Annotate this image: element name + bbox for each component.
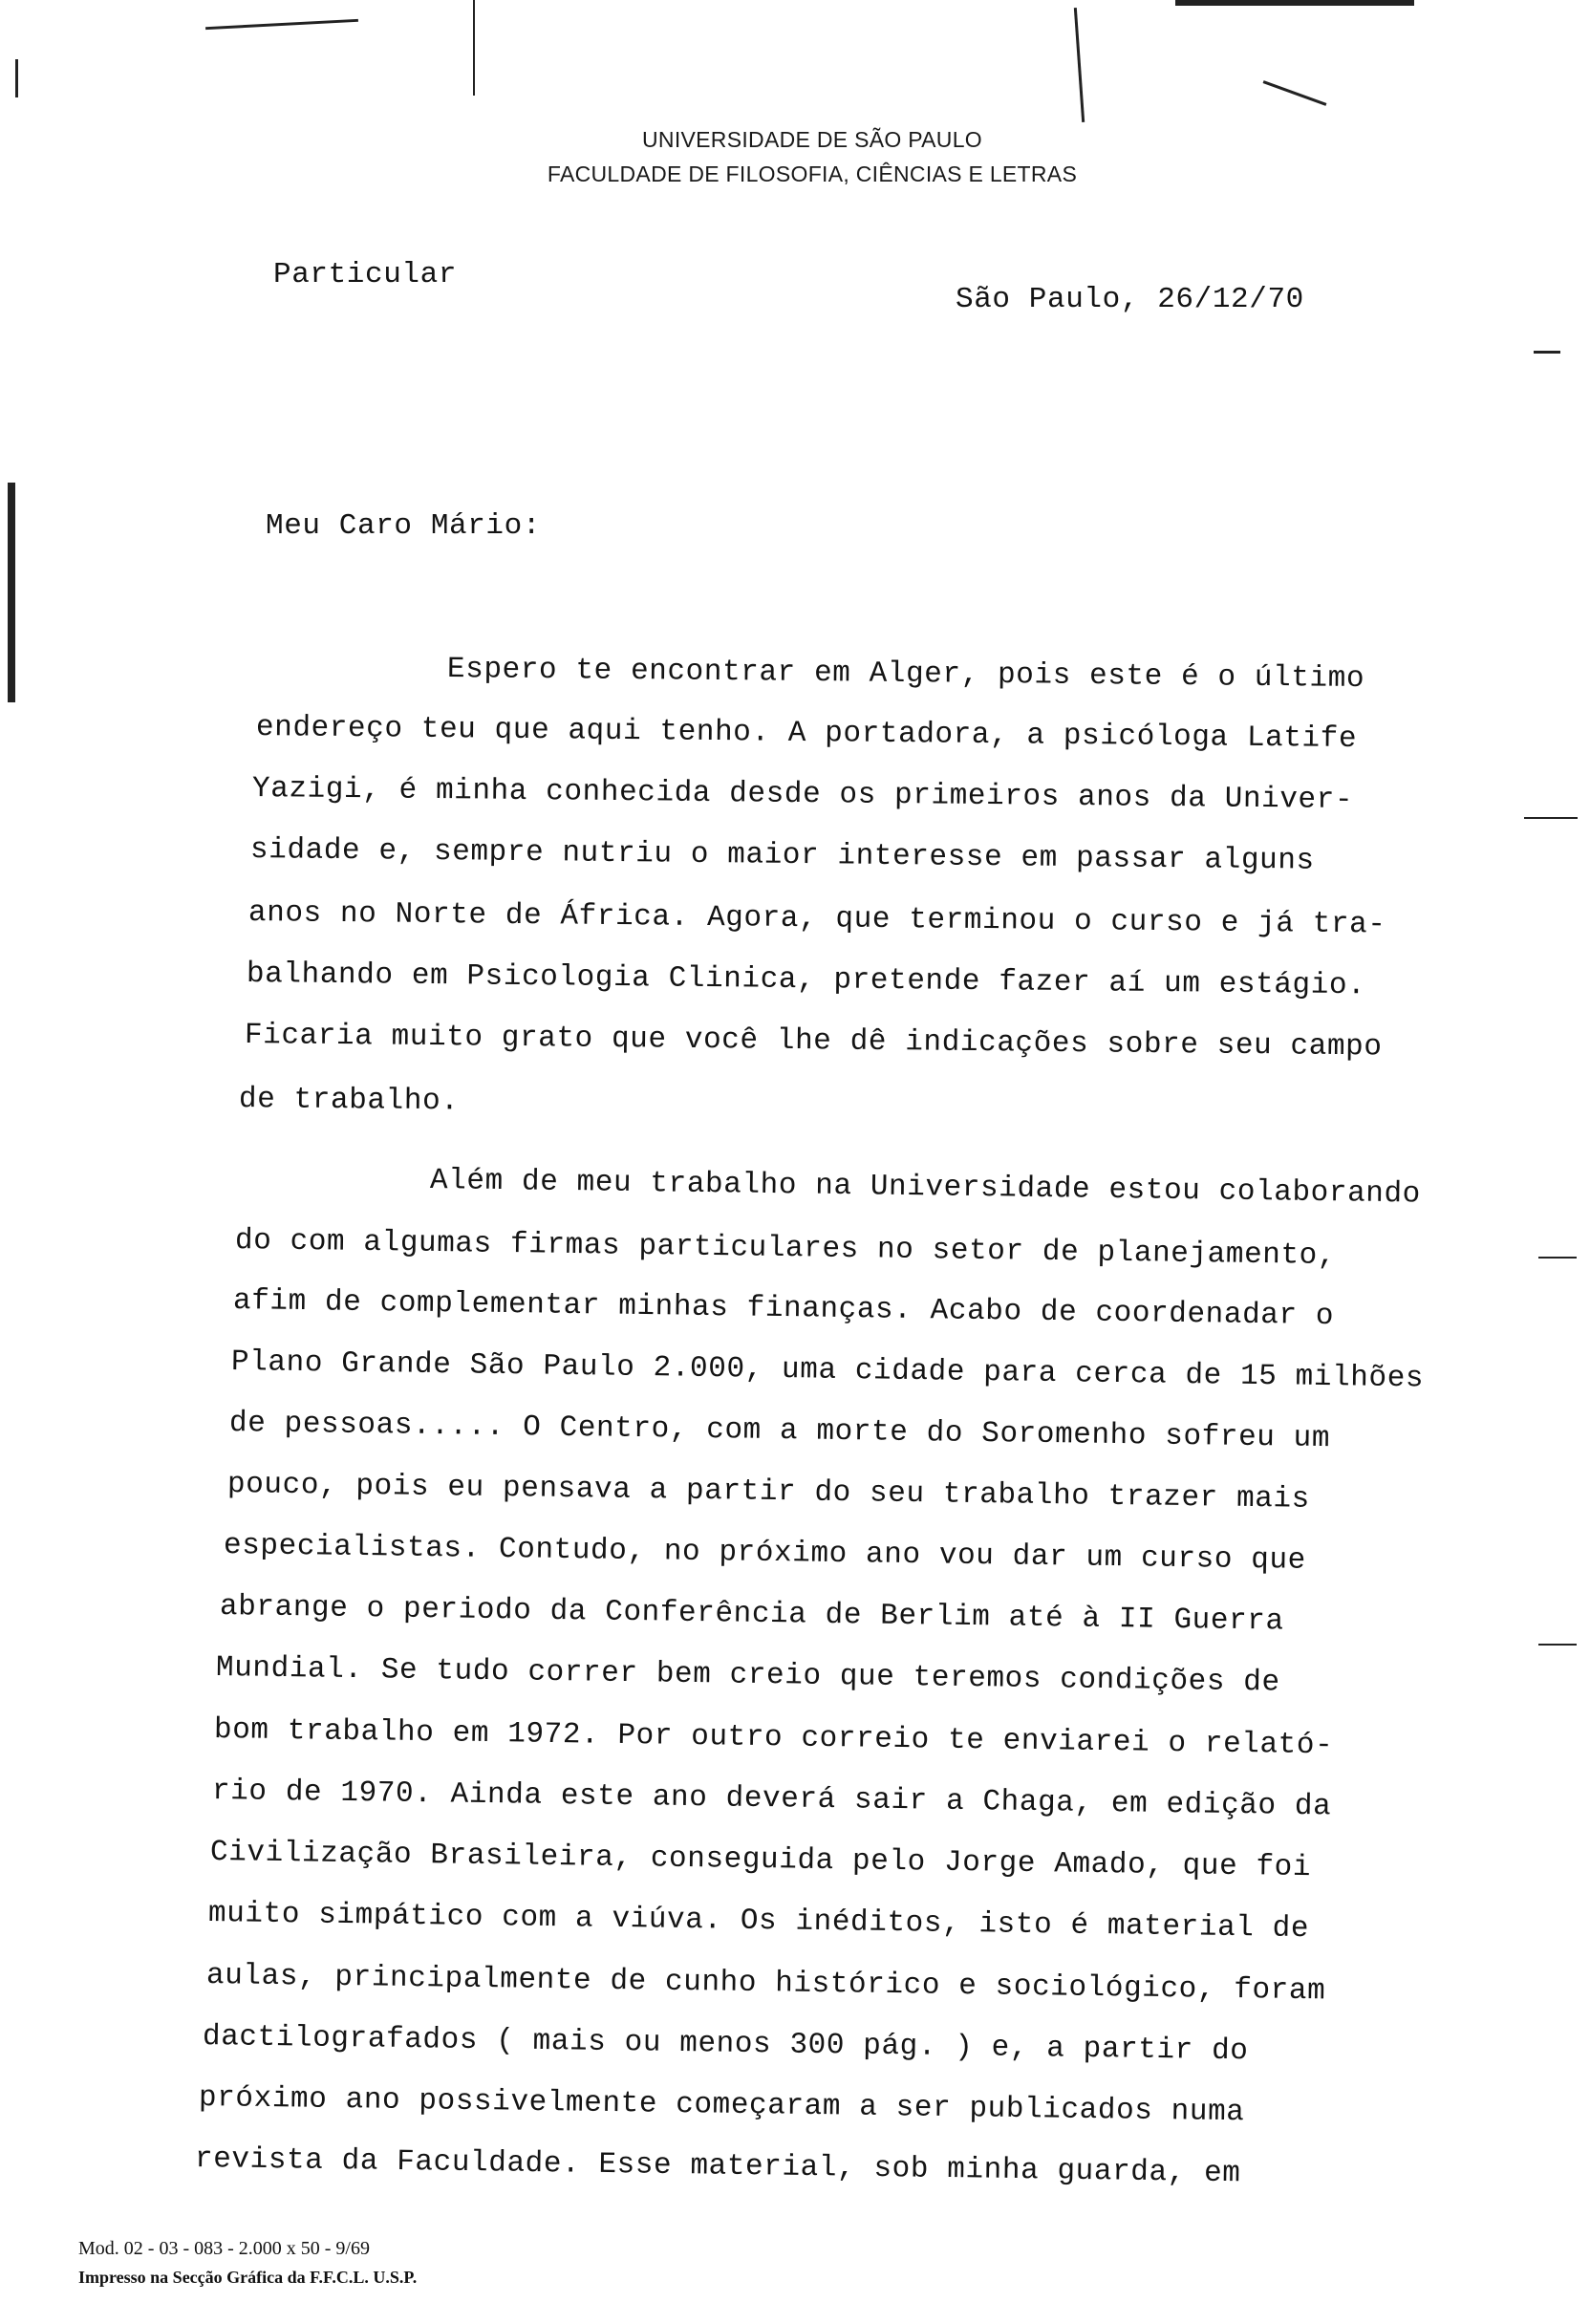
scan-mark-top-line-1 — [473, 0, 475, 96]
paragraph-1-line-7: Ficaria muito grato que você lhe dê indicações sobre seu campo — [244, 1019, 1383, 1065]
confidential-label: Particular — [273, 258, 458, 291]
scan-mark-top-left — [205, 19, 358, 30]
place-date: São Paulo, 26/12/70 — [956, 283, 1304, 316]
letterhead-university: UNIVERSIDADE DE SÃO PAULO — [642, 127, 982, 152]
paragraph-1-line-4: sidade e, sempre nutriu o maior interesse em passar alguns — [249, 833, 1315, 878]
scan-mark-left-tick — [15, 59, 18, 97]
paragraph-2-line-5: de pessoas..... O Centro, com a morte do Soromenho sofreu um — [228, 1407, 1331, 1456]
paragraph-2-line-3: afim de complementar minhas finanças. Acabo de coordenadar o — [232, 1284, 1335, 1334]
paragraph-2-line-1: Além de meu trabalho na Universidade estou colaborando — [429, 1164, 1422, 1212]
paragraph-2-line-8: abrange o periodo da Conferência de Berlim até à II Guerra — [219, 1590, 1284, 1639]
paragraph-2-line-9: Mundial. Se tudo correr bem creio que teremos condições de — [215, 1651, 1280, 1700]
paragraph-2-line-10: bom trabalho em 1972. Por outro correio te enviarei o relató- — [213, 1713, 1334, 1763]
paragraph-1-line-3: Yazigi, é minha conhecida desde os primeiros anos da Univer- — [251, 772, 1354, 818]
letterhead-faculty: FACULDADE DE FILOSOFIA, CIÊNCIAS E LETRAS — [547, 161, 1078, 186]
paragraph-2-line-7: especialistas. Contudo, no próximo ano vou dar um curso que — [223, 1529, 1307, 1578]
scan-mark-top-line-2 — [1074, 8, 1085, 122]
margin-dash-4 — [1538, 1644, 1577, 1646]
paragraph-1-line-2: endereço teu que aqui tenho. A portadora, a psicóloga Latife — [255, 711, 1358, 757]
paragraph-1-line-5: anos no Norte de África. Agora, que terminou o curso e já tra- — [247, 896, 1386, 942]
printer-credit: Impresso na Secção Gráfica da F.F.C.L. U.S.P. — [78, 2268, 418, 2287]
paragraph-2-line-2: do com algumas firmas particulares no setor de planejamento, — [234, 1224, 1337, 1274]
letterhead — [535, 122, 1089, 191]
scan-mark-left-binding — [8, 483, 15, 702]
margin-dash-2 — [1524, 817, 1578, 819]
form-code: Mod. 02 - 03 - 083 - 2.000 x 50 - 9/69 — [78, 2238, 370, 2259]
salutation: Meu Caro Mário: — [266, 509, 542, 543]
form-imprint — [78, 2234, 417, 2292]
paragraph-2-line-12: Civilização Brasileira, conseguida pelo Jorge Amado, que foi — [209, 1836, 1312, 1885]
paragraph-1-line-6: balhando em Psicologia Clinica, pretende fazer aí um estágio. — [246, 958, 1366, 1003]
paragraph-2-line-6: pouco, pois eu pensava a partir do seu trabalho trazer mais — [226, 1468, 1311, 1517]
paragraph-2-line-11: rio de 1970. Ainda este ano deverá sair a Chaga, em edição da — [211, 1775, 1332, 1824]
paragraph-2-line-17: revista da Faculdade. Esse material, sob minha guarda, em — [194, 2142, 1241, 2191]
paragraph-2-line-16: próximo ano possivelmente começaram a ser publicados numa — [198, 2081, 1245, 2130]
paragraph-2-line-13: muito simpático com a viúva. Os inéditos, isto é material de — [207, 1897, 1310, 1947]
margin-dash-1 — [1534, 351, 1560, 354]
scan-mark-top-right — [1175, 0, 1414, 6]
margin-dash-3 — [1538, 1257, 1577, 1259]
paragraph-2-line-15: dactilografados ( mais ou menos 300 pág. ) e, a partir do — [202, 2020, 1249, 2069]
paragraph-1-line-1: Espero te encontrar em Alger, pois este é o último — [446, 653, 1365, 697]
paragraph-1-line-8: de trabalho. — [238, 1083, 460, 1119]
paragraph-2-line-14: aulas, principalmente de cunho histórico e sociológico, foram — [205, 1959, 1326, 2009]
scan-mark-right-squiggle — [1263, 80, 1327, 106]
paragraph-2-line-4: Plano Grande São Paulo 2.000, uma cidade para cerca de 15 milhões — [230, 1345, 1425, 1396]
